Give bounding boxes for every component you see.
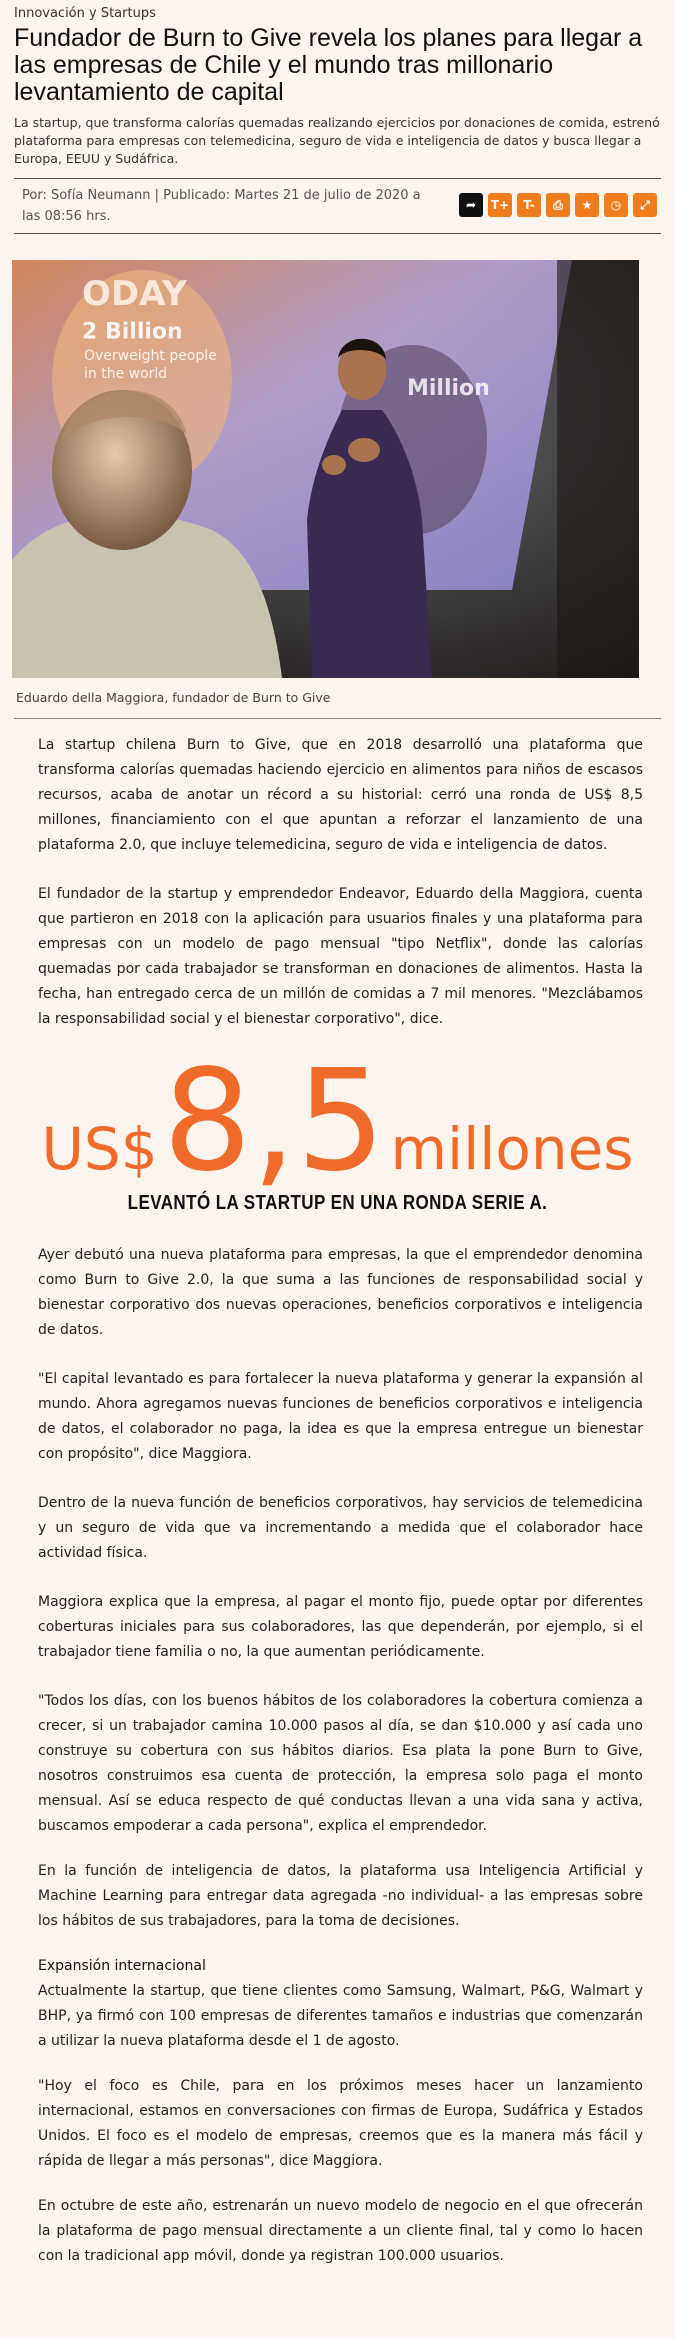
article-body-late: [0, 1689, 675, 2269]
slide-text-2: Overweight people: [84, 348, 217, 364]
paragraph: "Todos los días, con los buenos hábitos de los colaboradores la cobertura comienza a crecer, si un trabajador camina 10.000 pasos al día, se dan $10.000 y así cada uno construye su cobertura con sus hábitos diarios. Esa plata la pone Burn to Give, nosotros construimos esa cuenta de protección, la empresa solo paga el monto mensual. Así se educa respecto de qué conductas llevan a una vida sana y activa, buscamos empoderar a cada persona", explica el emprendedor.: [38, 1693, 643, 1834]
paragraph: Dentro de la nueva función de beneficios corporativos, hay servicios de telemedicina y un seguro de vida que va incrementando a medida que el colaborador hace actividad física.: [38, 1495, 643, 1561]
paragraph: La startup chilena Burn to Give, que en 2018 desarrolló una plataforma que transforma calorías quemadas haciendo ejercicio en alimentos para niños de escasos recursos, acaba de anotar un récord a su historial: cerró una ronda de US$ 8,5 millones, financiamiento con el que apuntan a reforzar el lanzamiento de una plataforma 2.0, que incluye telemedicina, seguro de vida e inteligencia de datos.: [38, 737, 643, 853]
highlight-subtitle: LEVANTÓ LA STARTUP EN UNA RONDA SERIE A.: [127, 1192, 548, 1214]
paragraph: En octubre de este año, estrenarán un nuevo modelo de negocio en el que ofrecerán la plataforma de pago mensual directamente a un cliente final, tal y como lo hacen con la tradicional app móvil, donde ya registran 100.000 usuarios.: [38, 2198, 643, 2264]
slide-text-4: Million: [407, 376, 490, 401]
paragraph: Maggiora explica que la empresa, al pagar el monto fijo, puede optar por diferentes coberturas iniciales para sus colaboradores, las que dependerán, por ejemplo, si el trabajador tiene familia o no, la que aumentan periódicamente.: [38, 1594, 643, 1660]
font-decrease-icon[interactable]: T-: [517, 193, 541, 217]
meta-bar: [14, 178, 661, 234]
highlight-number: 8,5: [162, 1040, 386, 1203]
article-body-middle: [0, 1243, 675, 1665]
article-body-intro: [0, 733, 675, 1032]
paragraph: "El capital levantado es para fortalecer la nueva plataforma y generar la expansión al mundo. Ahora agregamos nuevas funciones de beneficios corporativos e inteligencia de datos, el colaborador no paga, la idea es que la empresa entregue un bienestar con propósito", dice Maggiora.: [38, 1371, 643, 1462]
share-icon[interactable]: ➦: [459, 193, 483, 217]
caption-divider: [14, 718, 661, 719]
paragraph: En la función de inteligencia de datos, la plataforma usa Inteligencia Artificial y Machine Learning para entregar data agregada -no individual- a las empresas sobre los hábitos de sus trabajadores, para la toma de decisiones.: [38, 1863, 643, 1929]
paragraph: El fundador de la startup y emprendedor Endeavor, Eduardo della Maggiora, cuenta que partieron en 2018 con la aplicación para usuarios finales y una plataforma para empresas con un modelo de pago mensual "tipo Netflix", donde las calorías quemadas por cada trabajador se transforman en donaciones de alimentos. Hasta la fecha, han entregado cerca de un millón de comidas a 7 mil menores. "Mezclábamos la responsabilidad social y el bienestar corporativo", dice.: [38, 886, 643, 1027]
byline: Por: Sofía Neumann | Publicado: Martes 21 de julio de 2020 a las 08:56 hrs.: [22, 188, 421, 224]
slide-text-3: in the world: [84, 366, 168, 382]
photo-caption: Eduardo della Maggiora, fundador de Burn to Give: [16, 690, 331, 705]
paragraph: Actualmente la startup, que tiene clientes como Samsung, Walmart, P&G, Walmart y BHP, ya firmó con 100 empresas de diferentes tamaños e industrias que comenzarán a utilizar la nueva plataforma desde el 1 de agosto.: [38, 1983, 643, 2049]
article-title: Fundador de Burn to Give revela los planes para llegar a las empresas de Chile y el mundo tras millonario levantamiento de capital: [14, 24, 643, 106]
section-label[interactable]: Innovación y Startups: [14, 6, 156, 21]
highlight-currency: US$: [41, 1115, 158, 1183]
article-tools: [459, 185, 657, 227]
print-icon[interactable]: ⎙: [546, 193, 570, 217]
font-increase-icon[interactable]: T+: [488, 193, 512, 217]
svg-text:ODAY: ODAY: [82, 274, 187, 314]
paragraph: Ayer debutó una nueva plataforma para empresas, la que el emprendedor denomina como Burn to Give 2.0, la que suma a las funciones de responsabilidad social y bienestar corporativo dos nuevas operaciones, beneficios corporativos e inteligencia de datos.: [38, 1247, 643, 1338]
subheading: Expansión internacional: [38, 1958, 206, 1974]
article-photo: [12, 260, 639, 678]
clock-icon[interactable]: ◷: [604, 193, 628, 217]
slide-text-1: 2 Billion: [82, 319, 183, 345]
highlight-unit: millones: [390, 1115, 634, 1183]
article-summary: La startup, que transforma calorías quemadas realizando ejercicios por donaciones de comida, estrenó plataforma para empresas con telemedicina, seguro de vida e inteligencia de datos y busca llegar a Europa, EEUU y Sudáfrica.: [14, 115, 660, 166]
star-icon[interactable]: ★: [575, 193, 599, 217]
paragraph: "Hoy el foco es Chile, para en los próximos meses hacer un lanzamiento internacional, estamos en conversaciones con firmas de Europa, Sudáfrica y Estados Unidos. El foco es el modelo de empresas, creemos que es la manera más fácil y rápida de llegar a más personas", dice Maggiora.: [38, 2078, 643, 2169]
expand-icon[interactable]: ⤢: [633, 193, 657, 217]
